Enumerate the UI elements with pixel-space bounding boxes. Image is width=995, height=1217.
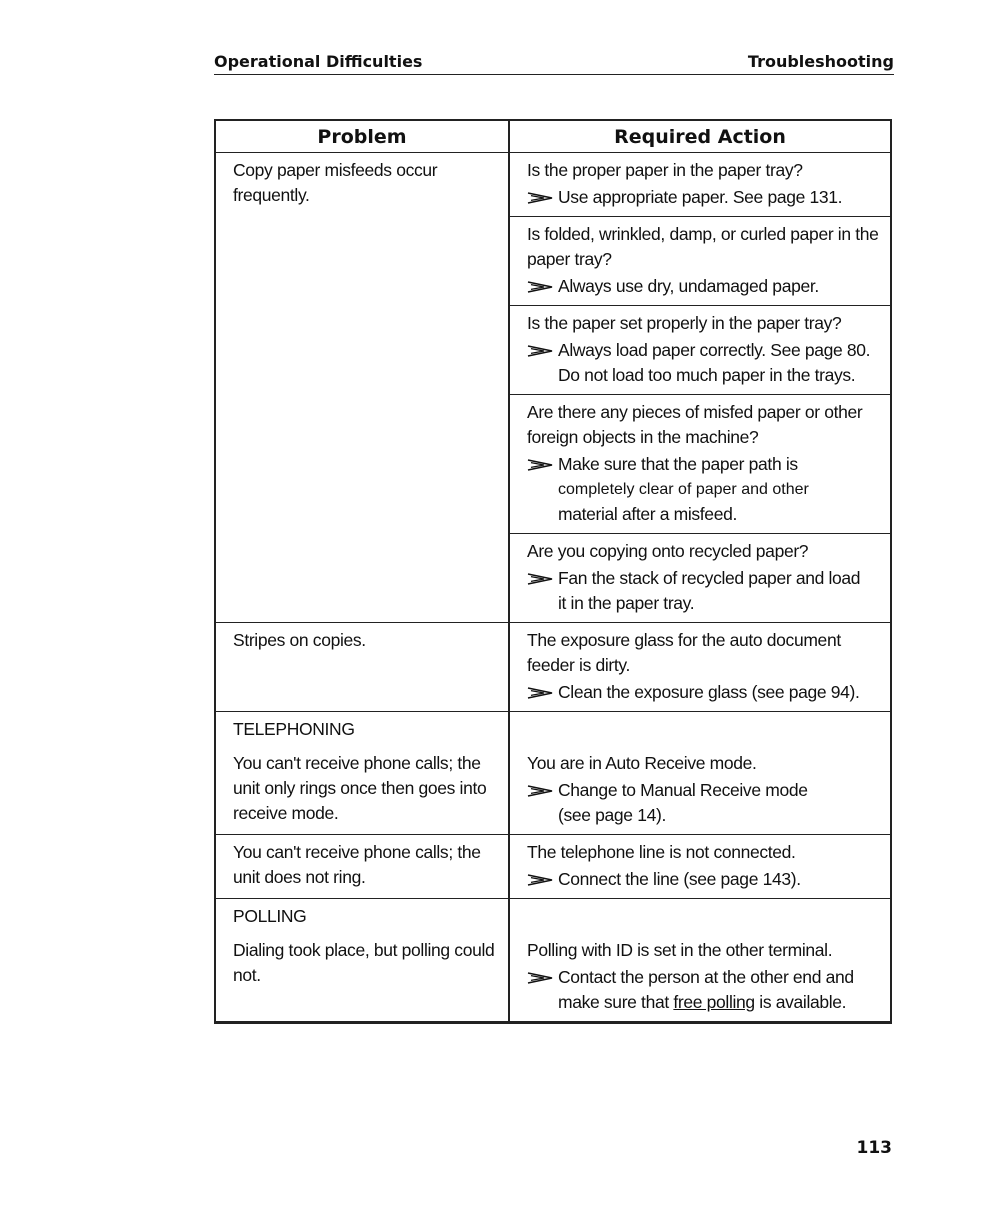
question-text: Polling with ID is set in the other terminal.	[527, 940, 833, 960]
question-text: Is the proper paper in the paper tray?	[527, 160, 803, 180]
action-text: material after a misfeed.	[558, 504, 737, 524]
question-text: Is the paper set properly in the paper tray?	[527, 313, 842, 333]
action-text: Fan the stack of recycled paper and load	[558, 568, 861, 588]
problem-text: receive mode.	[233, 803, 339, 823]
action-text: Contact the person at the other end and	[558, 967, 854, 987]
question-text: feeder is dirty.	[527, 655, 631, 675]
action-cell	[510, 395, 890, 534]
action-cell	[510, 306, 890, 395]
action-cell-line	[510, 835, 890, 899]
chapter-title: Troubleshooting	[747, 52, 894, 71]
action-cell	[510, 217, 890, 306]
question-text: foreign objects in the machine?	[527, 427, 759, 447]
section-label-telephoning: TELEPHONING	[233, 719, 355, 739]
arrow-bullet-icon	[527, 874, 553, 886]
section-title: Operational Difficulties	[214, 52, 423, 71]
action-item	[527, 778, 878, 828]
action-item	[527, 566, 878, 616]
action-item	[527, 965, 878, 1015]
problem-text: frequently.	[233, 185, 310, 205]
arrow-bullet-icon	[527, 281, 553, 293]
question-text: The telephone line is not connected.	[527, 842, 796, 862]
arrow-bullet-icon	[527, 573, 553, 585]
action-cell	[510, 153, 890, 217]
problem-cell-stripes	[216, 623, 510, 712]
action-text: Do not load too much paper in the trays.	[558, 365, 856, 385]
question-text: Are there any pieces of misfed paper or other	[527, 402, 863, 422]
action-item	[527, 680, 878, 705]
action-text-part: is available.	[754, 992, 847, 1012]
action-item	[527, 274, 878, 299]
action-text: completely clear of paper and other	[558, 481, 809, 498]
arrow-bullet-icon	[527, 192, 553, 204]
problem-text: You can't receive phone calls; the	[233, 842, 481, 862]
problem-text: not.	[233, 965, 261, 985]
problem-text: Stripes on copies.	[233, 630, 366, 650]
action-item	[527, 185, 878, 210]
problem-text: You can't receive phone calls; the	[233, 753, 481, 773]
action-text: (see page 14).	[558, 805, 666, 825]
action-text: Make sure that the paper path is	[558, 454, 798, 474]
action-text: Connect the line (see page 143).	[558, 869, 801, 889]
action-text: Always load paper correctly. See page 80.	[558, 340, 871, 360]
arrow-bullet-icon	[527, 459, 553, 471]
problem-text: Dialing took place, but polling could	[233, 940, 495, 960]
action-cell-polling	[510, 899, 890, 1021]
action-text: Always use dry, undamaged paper.	[558, 276, 819, 296]
question-text: paper tray?	[527, 249, 612, 269]
troubleshooting-table	[214, 119, 892, 1024]
action-text: Change to Manual Receive mode	[558, 780, 808, 800]
action-item	[527, 867, 878, 892]
section-spacer	[527, 904, 878, 929]
section-spacer	[527, 717, 878, 742]
free-polling-term: free polling	[673, 992, 755, 1012]
running-header	[214, 50, 894, 75]
action-text-part: make sure that	[558, 992, 674, 1012]
action-item	[527, 452, 878, 527]
action-stack-misfeed	[510, 153, 890, 623]
action-item	[527, 338, 878, 388]
problem-cell-misfeed	[216, 153, 510, 623]
action-cell-stripes	[510, 623, 890, 712]
question-text: Are you copying onto recycled paper?	[527, 541, 809, 561]
question-text: Is folded, wrinkled, damp, or curled paper in the	[527, 224, 879, 244]
arrow-bullet-icon	[527, 345, 553, 357]
arrow-bullet-icon	[527, 785, 553, 797]
column-header-action: Required Action	[510, 121, 890, 153]
action-text: Use appropriate paper. See page 131.	[558, 187, 843, 207]
question-text: You are in Auto Receive mode.	[527, 753, 757, 773]
action-text: Clean the exposure glass (see page 94).	[558, 682, 860, 702]
action-text	[558, 990, 878, 1015]
section-label-polling: POLLING	[233, 906, 307, 926]
action-text: it in the paper tray.	[558, 593, 695, 613]
problem-cell-line	[216, 835, 510, 899]
action-cell	[510, 534, 890, 623]
arrow-bullet-icon	[527, 687, 553, 699]
problem-cell-telephoning	[216, 712, 510, 835]
action-cell-telephoning	[510, 712, 890, 835]
page-number: 113	[856, 1138, 892, 1158]
question-text: The exposure glass for the auto document	[527, 630, 841, 650]
arrow-bullet-icon	[527, 972, 553, 984]
problem-text: Copy paper misfeeds occur	[233, 160, 438, 180]
problem-text: unit only rings once then goes into	[233, 778, 487, 798]
problem-cell-polling	[216, 899, 510, 1021]
column-header-problem: Problem	[216, 121, 510, 153]
problem-text: unit does not ring.	[233, 867, 366, 887]
